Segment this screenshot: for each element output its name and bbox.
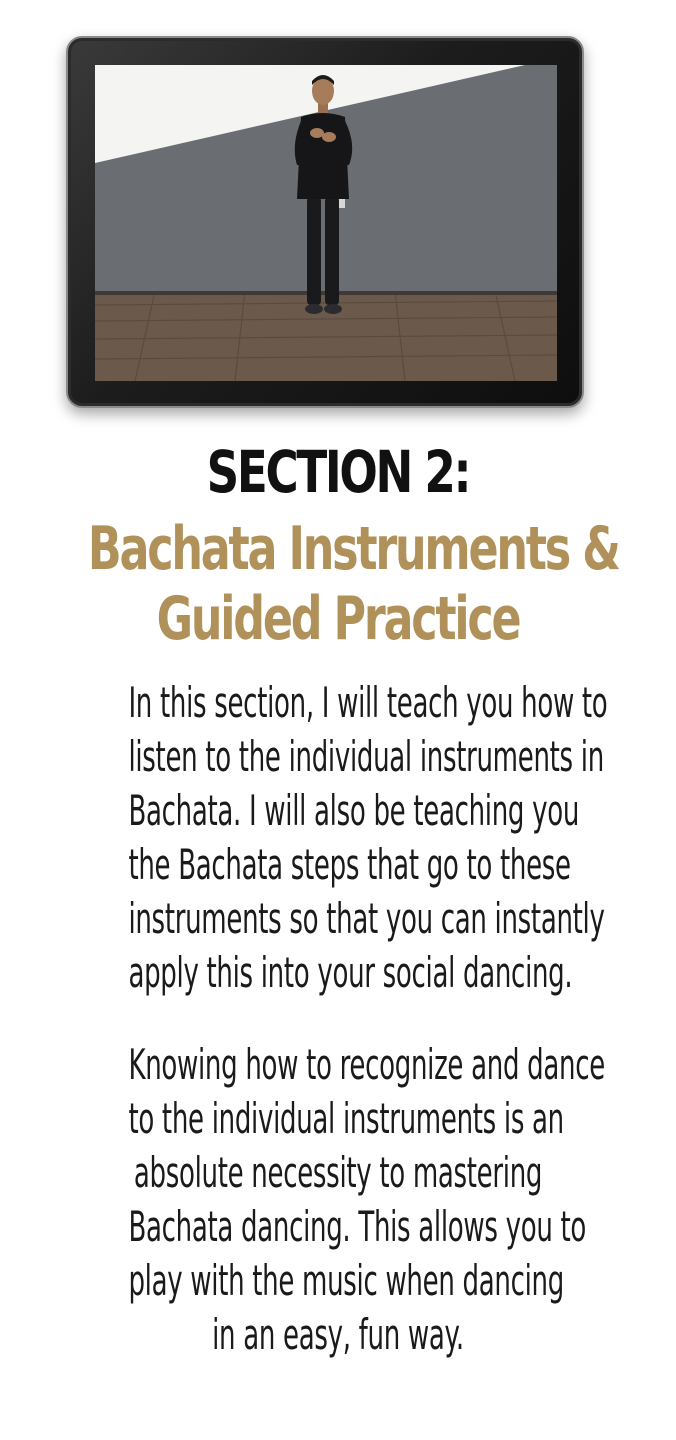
paragraph-line: listen to the individual instruments in [128, 732, 604, 781]
section-label: SECTION 2: [206, 438, 470, 506]
paragraph-line: In this section, I will teach you how to [128, 678, 608, 727]
intro-paragraph [0, 676, 676, 1000]
paragraph-line: Bachata. I will also be teaching you [128, 786, 580, 835]
paragraph-line: the Bachata steps that go to these [128, 840, 571, 889]
paragraph-line: Knowing how to recognize and dance [128, 1040, 605, 1089]
tablet-frame [66, 36, 584, 408]
video-thumbnail[interactable] [95, 65, 557, 381]
paragraph-line: to the individual instruments is an [128, 1094, 564, 1143]
paragraph-line: Bachata dancing. This allows you to [128, 1202, 587, 1251]
section-title-line-2: Guided Practice [156, 584, 520, 654]
paragraph-line: instruments so that you can instantly [128, 894, 605, 943]
paragraph-line: in an easy, fun way. [212, 1310, 464, 1359]
benefit-paragraph [0, 1038, 676, 1362]
instructor-video-still [95, 65, 557, 381]
paragraph-line: absolute necessity to mastering [133, 1148, 543, 1197]
section-title-line-1: Bachata Instruments & [87, 514, 619, 584]
paragraph-line: play with the music when dancing [128, 1256, 564, 1305]
paragraph-line: apply this into your social dancing. [128, 948, 573, 997]
